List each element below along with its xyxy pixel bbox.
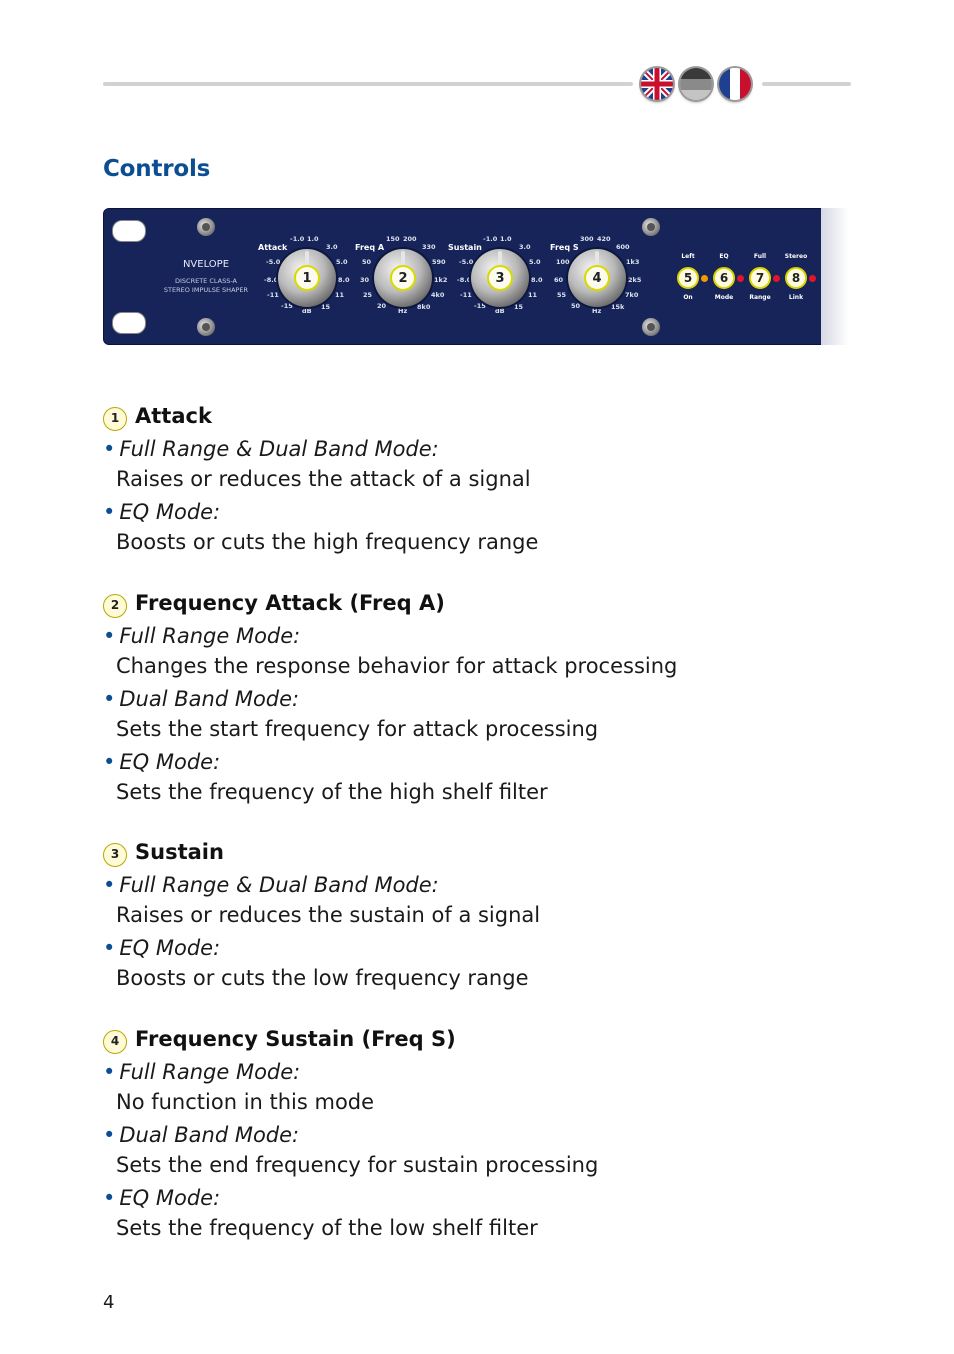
mode-name: EQ Mode: bbox=[119, 750, 221, 774]
screw-icon bbox=[642, 218, 660, 236]
knob-tick-label: 5.0 bbox=[529, 258, 541, 266]
mode-description: Sets the frequency of the low shelf filter bbox=[116, 1216, 538, 1240]
knob-tick-label: 8.0 bbox=[338, 276, 350, 284]
knob-tick-label: 25 bbox=[363, 291, 373, 299]
bullet-icon: • bbox=[103, 437, 116, 461]
knob-tick-label: 15k bbox=[611, 303, 625, 311]
knob-tick-label: 150 bbox=[386, 235, 400, 243]
button-bottom-label: Range bbox=[749, 294, 771, 301]
knob-tick-label: 4k0 bbox=[431, 291, 445, 299]
knob-tick-label: -15 bbox=[474, 302, 486, 310]
knob-tick-label: Hz bbox=[592, 307, 602, 315]
knob-tick-label: 100 bbox=[556, 258, 570, 266]
knob-cap bbox=[487, 265, 513, 291]
mode-bullet bbox=[103, 1060, 300, 1084]
section-number-badge: 3 bbox=[103, 843, 127, 867]
rack-ear-hole-top bbox=[112, 220, 146, 242]
status-led-icon bbox=[809, 275, 816, 282]
section-heading: Attack bbox=[135, 404, 212, 428]
bullet-icon: • bbox=[103, 1186, 116, 1210]
section-heading: Sustain bbox=[135, 840, 224, 864]
section-title: Controls bbox=[103, 156, 211, 182]
knob-cap bbox=[294, 265, 320, 291]
mode-name: Full Range & Dual Band Mode: bbox=[119, 437, 439, 461]
mode-description: Sets the frequency of the high shelf filter bbox=[116, 780, 548, 804]
knob-tick-label: -11 bbox=[460, 291, 472, 299]
button-top-label: Full bbox=[753, 253, 767, 260]
status-led-icon bbox=[773, 275, 780, 282]
knob-tick-label: 1k3 bbox=[626, 258, 640, 266]
mode-name: Dual Band Mode: bbox=[119, 687, 300, 711]
button-top-label: EQ bbox=[719, 253, 729, 260]
knob-tick-label: 11 bbox=[528, 291, 538, 299]
knob-label: Sustain bbox=[448, 243, 482, 252]
knob-tick-label: 200 bbox=[403, 235, 417, 243]
mode-bullet bbox=[103, 1123, 299, 1147]
bullet-icon: • bbox=[103, 687, 116, 711]
rotary-knob[interactable] bbox=[471, 249, 529, 307]
knob-tick-label: -5.0 bbox=[459, 258, 474, 266]
bullet-icon: • bbox=[103, 1060, 116, 1084]
knob-cap bbox=[390, 265, 416, 291]
knob-tick-label: -11 bbox=[267, 291, 279, 299]
knob-tick-label: 60 bbox=[554, 276, 564, 284]
screw-icon bbox=[642, 318, 660, 336]
button-bottom-label: Link bbox=[788, 294, 804, 301]
knob-tick-label: 5.0 bbox=[336, 258, 348, 266]
mode-bullet bbox=[103, 437, 439, 461]
knob-tick-label: 3.0 bbox=[519, 243, 531, 251]
knob-tick-label: dB bbox=[302, 307, 312, 315]
knob-tick-label: 1.0 bbox=[500, 235, 512, 243]
bullet-icon: • bbox=[103, 750, 116, 774]
knob-number: 4 bbox=[592, 271, 602, 286]
knob-tick-label: -15 bbox=[281, 302, 293, 310]
mode-name: EQ Mode: bbox=[119, 500, 221, 524]
page-number: 4 bbox=[103, 1292, 115, 1313]
knob-tick-label: 11 bbox=[335, 291, 345, 299]
mode-bullet bbox=[103, 687, 299, 711]
knob-pointer bbox=[401, 251, 405, 265]
mode-description: Sets the start frequency for attack processing bbox=[116, 717, 599, 741]
status-led-icon bbox=[701, 275, 708, 282]
mode-bullet bbox=[103, 1186, 220, 1210]
knob-pointer bbox=[305, 251, 309, 265]
panel-button[interactable]: 8 bbox=[785, 267, 807, 289]
bullet-icon: • bbox=[103, 936, 116, 960]
button-top-label: Left bbox=[681, 253, 695, 260]
mode-name: Full Range Mode: bbox=[119, 624, 301, 648]
mode-bullet bbox=[103, 624, 300, 648]
knob-tick-label: 600 bbox=[616, 243, 630, 251]
bullet-icon: • bbox=[103, 500, 116, 524]
mode-name: Full Range Mode: bbox=[119, 1060, 301, 1084]
mode-description: Boosts or cuts the low frequency range bbox=[116, 966, 529, 990]
knob-tick-label: 3.0 bbox=[326, 243, 338, 251]
section-number-badge: 1 bbox=[103, 407, 127, 431]
section-number-badge: 4 bbox=[103, 1030, 127, 1054]
section-number-badge: 2 bbox=[103, 594, 127, 618]
device-front-panel bbox=[103, 208, 849, 345]
german-flag-icon[interactable] bbox=[680, 68, 712, 100]
header-rule-right bbox=[762, 82, 851, 86]
knob-number: 3 bbox=[495, 271, 505, 286]
button-bottom-label: Mode bbox=[714, 294, 734, 301]
knob-tick-label: 55 bbox=[557, 291, 567, 299]
mode-bullet bbox=[103, 936, 220, 960]
screw-icon bbox=[197, 218, 215, 236]
knob-tick-label: 7k0 bbox=[625, 291, 639, 299]
rotary-knob[interactable] bbox=[374, 249, 432, 307]
mode-description: Raises or reduces the attack of a signal bbox=[116, 467, 531, 491]
section-heading: Frequency Sustain (Freq S) bbox=[135, 1027, 456, 1051]
bullet-icon: • bbox=[103, 1123, 116, 1147]
knob-tick-label: -5.0 bbox=[266, 258, 281, 266]
mode-name: EQ Mode: bbox=[119, 936, 221, 960]
knob-tick-label: 590 bbox=[432, 258, 446, 266]
mode-description: No function in this mode bbox=[116, 1090, 375, 1114]
mode-description: Boosts or cuts the high frequency range bbox=[116, 530, 539, 554]
knob-tick-label: -1.0 bbox=[290, 235, 305, 243]
mode-name: Full Range & Dual Band Mode: bbox=[119, 873, 439, 897]
knob-number: 1 bbox=[302, 271, 312, 286]
knob-tick-label: -1.0 bbox=[483, 235, 498, 243]
knob-tick-label: Hz bbox=[398, 307, 408, 315]
panel-edge bbox=[821, 208, 849, 345]
knob-label: Freq S bbox=[550, 243, 579, 252]
panel-button[interactable]: 5 bbox=[677, 267, 699, 289]
mode-bullet bbox=[103, 750, 220, 774]
mode-name: EQ Mode: bbox=[119, 1186, 221, 1210]
section-heading: Frequency Attack (Freq A) bbox=[135, 591, 445, 615]
rack-ear-hole-bottom bbox=[112, 312, 146, 334]
panel-button[interactable]: 6 bbox=[713, 267, 735, 289]
knob-tick-label: 8k0 bbox=[417, 303, 431, 311]
panel-button[interactable]: 7 bbox=[749, 267, 771, 289]
knob-tick-label: 30 bbox=[360, 276, 370, 284]
bullet-icon: • bbox=[103, 873, 116, 897]
uk-flag-icon[interactable] bbox=[641, 68, 673, 100]
status-led-icon bbox=[737, 275, 744, 282]
knob-tick-label: 1k2 bbox=[434, 276, 448, 284]
mode-description: Raises or reduces the sustain of a signal bbox=[116, 903, 541, 927]
rotary-knob[interactable] bbox=[278, 249, 336, 307]
knob-label: Freq A bbox=[355, 243, 385, 252]
button-top-label: Stereo bbox=[784, 253, 808, 260]
mode-description: Sets the end frequency for sustain processing bbox=[116, 1153, 599, 1177]
knob-label: Attack bbox=[258, 243, 288, 252]
knob-tick-label: 50 bbox=[362, 258, 372, 266]
knob-pointer bbox=[595, 251, 599, 265]
knob-tick-label: 300 bbox=[580, 235, 594, 243]
knob-tick-label: 8.0 bbox=[531, 276, 543, 284]
knob-tick-label: -8.0 bbox=[457, 276, 472, 284]
knob-tick-label: 420 bbox=[597, 235, 611, 243]
knob-tick-label: 2k5 bbox=[628, 276, 642, 284]
knob-tick-label: dB bbox=[495, 307, 505, 315]
knob-tick-label: 15 bbox=[514, 303, 524, 311]
knob-tick-label: 330 bbox=[422, 243, 436, 251]
screw-icon bbox=[197, 318, 215, 336]
mode-bullet bbox=[103, 873, 439, 897]
button-bottom-label: On bbox=[683, 294, 693, 301]
knob-tick-label: -8.0 bbox=[264, 276, 279, 284]
mode-name: Dual Band Mode: bbox=[119, 1123, 300, 1147]
knob-number: 2 bbox=[398, 271, 408, 286]
knob-tick-label: 1.0 bbox=[307, 235, 319, 243]
mode-bullet bbox=[103, 500, 220, 524]
device-brand: NVELOPE bbox=[182, 259, 230, 270]
device-subtitle: DISCRETE CLASS-A STEREO IMPULSE SHAPER bbox=[163, 277, 249, 294]
knob-tick-label: 20 bbox=[377, 302, 387, 310]
bullet-icon: • bbox=[103, 624, 116, 648]
knob-tick-label: 50 bbox=[571, 302, 581, 310]
mode-description: Changes the response behavior for attack processing bbox=[116, 654, 678, 678]
knob-pointer bbox=[498, 251, 502, 265]
rotary-knob[interactable] bbox=[568, 249, 626, 307]
header-rule-left bbox=[103, 82, 633, 86]
knob-tick-label: 15 bbox=[321, 303, 331, 311]
france-flag-icon[interactable] bbox=[719, 68, 751, 100]
knob-cap bbox=[584, 265, 610, 291]
